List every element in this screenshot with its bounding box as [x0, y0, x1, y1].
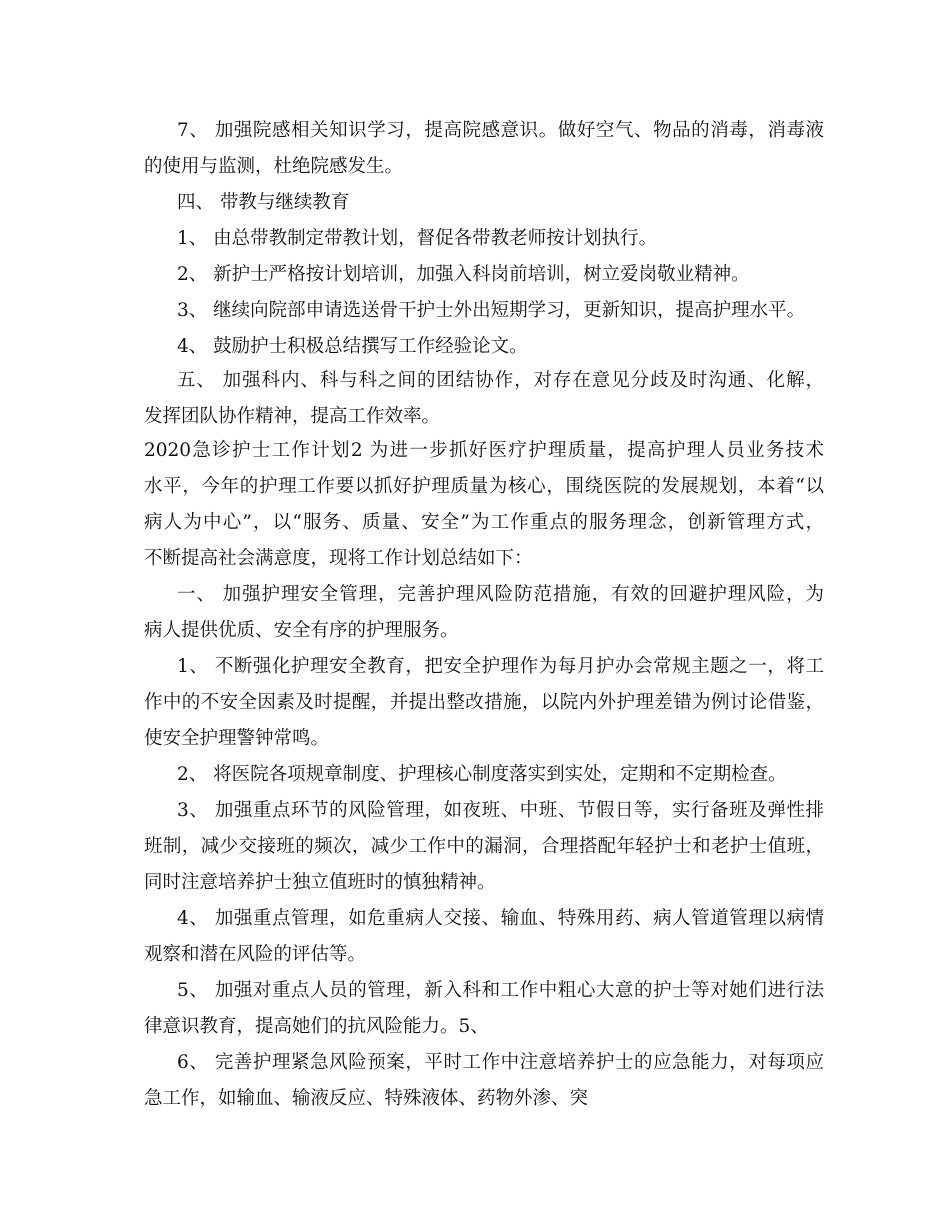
- text-line: 同时注意培养护士独立值班时的慎独精神。: [144, 872, 496, 893]
- text-line: 4、 鼓励护士积极总结撰写工作经验论文。: [177, 336, 528, 357]
- section-heading: 四、 带教与继续教育: [177, 192, 350, 213]
- text-line: 6、 完善护理紧急风险预案，平时工作中注意培养护士的应急能力，对每项应: [177, 1052, 824, 1073]
- text-line: 的使用与监测，杜绝院感发生。: [144, 156, 404, 177]
- text-line: 4、 加强重点管理，如危重病人交接、输血、特殊用药、病人管道管理以病情: [177, 908, 824, 929]
- text-line: 1、 由总带教制定带教计划，督促各带教老师按计划执行。: [177, 228, 658, 249]
- text-line: 急工作，如输血、输液反应、特殊液体、药物外渗、突: [144, 1088, 589, 1109]
- text-line: 观察和潜在风险的评估等。: [144, 944, 367, 965]
- text-line: 1、 不断强化护理安全教育，把安全护理作为每月护办会常规主题之一，将工: [177, 656, 824, 677]
- text-line: 5、 加强对重点人员的管理，新入科和工作中粗心大意的护士等对她们进行法: [177, 980, 824, 1001]
- text-line: 3、 继续向院部申请选送骨干护士外出短期学习，更新知识，提高护理水平。: [177, 300, 806, 321]
- section-heading: 一、 加强护理安全管理，完善护理风险防范措施，有效的回避护理风险，为: [177, 584, 824, 605]
- text-line: 不断提高社会满意度，现将工作计划总结如下：: [144, 548, 533, 569]
- text-line: 7、 加强院感相关知识学习，提高院感意识。做好空气、物品的消毒，消毒液: [177, 120, 824, 141]
- text-line: 2、 将医院各项规章制度、护理核心制度落实到实处，定期和不定期检查。: [177, 764, 787, 785]
- text-line: 发挥团队协作精神，提高工作效率。: [144, 406, 441, 427]
- text-line: 水平，今年的护理工作要以抓好护理质量为核心，围绕医院的发展规划，本着“以: [144, 476, 824, 497]
- text-line: 使安全护理警钟常鸣。: [144, 728, 330, 749]
- plan-title-line: 2020急诊护士工作计划2 为进一步抓好医疗护理质量，提高护理人员业务技术: [144, 440, 824, 461]
- text-line: 作中的不安全因素及时提醒，并提出整改措施，以院内外护理差错为例讨论借鉴，: [144, 692, 824, 713]
- text-line: 病人提供优质、安全有序的护理服务。: [144, 620, 459, 641]
- section-heading: 五、 加强科内、科与科之间的团结协作，对存在意见分歧及时沟通、化解，: [177, 370, 824, 391]
- text-line: 病人为中心”，以“服务、质量、安全”为工作重点的服务理念，创新管理方式，: [144, 512, 824, 533]
- text-line: 班制，减少交接班的频次，减少工作中的漏洞，合理搭配年轻护士和老护士值班，: [144, 836, 824, 857]
- text-line: 2、 新护士严格按计划培训，加强入科岗前培训，树立爱岗敬业精神。: [177, 264, 750, 285]
- text-line: 律意识教育，提高她们的抗风险能力。5、: [144, 1016, 489, 1037]
- text-line: 3、 加强重点环节的风险管理，如夜班、中班、节假日等，实行备班及弹性排: [177, 800, 824, 821]
